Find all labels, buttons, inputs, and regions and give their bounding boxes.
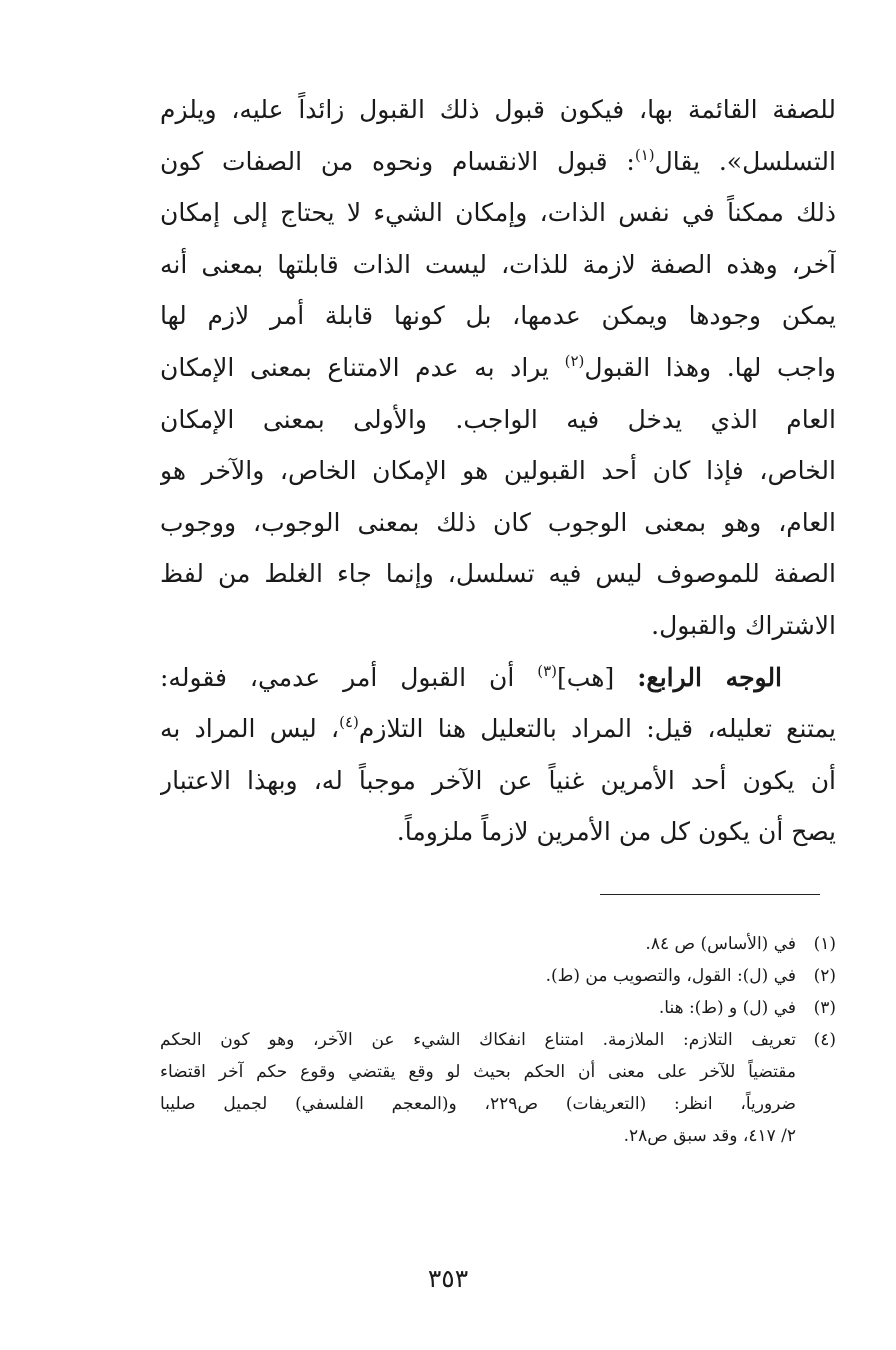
text-line-2-end: : قبول الانقسام ونحوه من الصفات كون [160, 146, 635, 176]
footnote-line: ضرورياً، انظر: (التعريفات) ص٢٢٩، و(المعجم الفلسفي) لجميل صليبا [160, 1094, 796, 1114]
footnote-number: (٣) [813, 998, 836, 1018]
text-line-3: ذلك ممكناً في نفس الذات، وإمكان الشيء لا يحتاج إلى إمكان [160, 198, 836, 228]
text-line-14: أن يكون أحد الأمرين غنياً عن الآخر موجباً له، وبهذا الاعتبار [160, 765, 836, 795]
footnotes [160, 928, 836, 1152]
text-line-13 [160, 703, 836, 755]
footnote-ref-1: (١) [634, 145, 655, 164]
page-number: ٣٥٣ [427, 1264, 469, 1293]
footnote-number: (٢) [813, 966, 836, 986]
text-line-13-start: يمتنع تعليله، قيل: المراد بالتعليل هنا التلازم [358, 714, 836, 744]
footnote-ref-3: (٣) [537, 661, 557, 680]
footnote-text: في (ل) و (ط): هنا. [658, 998, 796, 1018]
footnote-4 [160, 1024, 836, 1152]
text-line-12-end: أن القبول أمر عدمي، فقوله: [160, 662, 515, 692]
footnote-3 [160, 992, 836, 1024]
text-line-5: يمكن وجودها ويمكن عدمها، بل كونها قابلة أمر لازم لها [160, 301, 836, 331]
text-line-10: الصفة للموصوف ليس فيه تسلسل، وإنما جاء الغلط من لفظ [160, 559, 836, 589]
footnote-text: في (ل): القول، والتصويب من (ط). [545, 966, 796, 986]
footnote-number: (١) [813, 934, 836, 954]
footnote-ref-2: (٢) [564, 351, 585, 370]
section-heading: الوجه الرابع: [637, 662, 783, 692]
footnote-text [160, 1024, 796, 1152]
footnote-number: (٤) [813, 1030, 836, 1050]
footnote-text: في (الأساس) ص ٨٤. [645, 934, 796, 954]
text-line-2-start: التسلسل». يقال [654, 146, 836, 176]
text-line-6-start: واجب لها. وهذا القبول [584, 352, 836, 382]
text-line-2 [160, 136, 836, 188]
text-line-11: الاشتراك والقبول. [651, 610, 836, 640]
text-line-12 [160, 652, 836, 704]
text-line-7: العام الذي يدخل فيه الواجب. والأولى بمعنى الإمكان [160, 404, 836, 434]
text-line-12-mid: [هب] [557, 662, 615, 692]
footnote-ref-4: (٤) [339, 713, 359, 732]
footnote-2 [160, 960, 836, 992]
footnote-line: تعريف التلازم: الملازمة. امتناع انفكاك الشيء عن الآخر، وهو كون الحكم [160, 1030, 796, 1050]
footnote-line: مقتضياً للآخر على معنى أن الحكم بحيث لو وقع يقتضي وقوع حكم آخر اقتضاء [160, 1062, 796, 1082]
footnote-1 [160, 928, 836, 960]
text-line-13-end: ، ليس المراد به [160, 714, 340, 744]
text-line-1: للصفة القائمة بها، فيكون قبول ذلك القبول زائداً عليه، ويلزم [160, 95, 836, 124]
footnote-line: ٢/ ٤١٧، وقد سبق ص٢٨. [623, 1126, 796, 1146]
text-line-6-end: يراد به عدم الامتناع بمعنى الإمكان [160, 352, 550, 382]
text-line-6 [160, 342, 836, 394]
main-text [160, 84, 836, 858]
text-line-4: آخر، وهذه الصفة لازمة للذات، ليست الذات قابلتها بمعنى أنه [160, 249, 836, 279]
footnote-separator [600, 894, 820, 895]
text-line-9: العام، وهو بمعنى الوجوب كان ذلك بمعنى الوجوب، ووجوب [160, 507, 836, 537]
text-line-15: يصح أن يكون كل من الأمرين لازماً ملزوماً. [396, 817, 836, 847]
text-line-8: الخاص، فإذا كان أحد القبولين هو الإمكان الخاص، والآخر هو [160, 456, 836, 486]
